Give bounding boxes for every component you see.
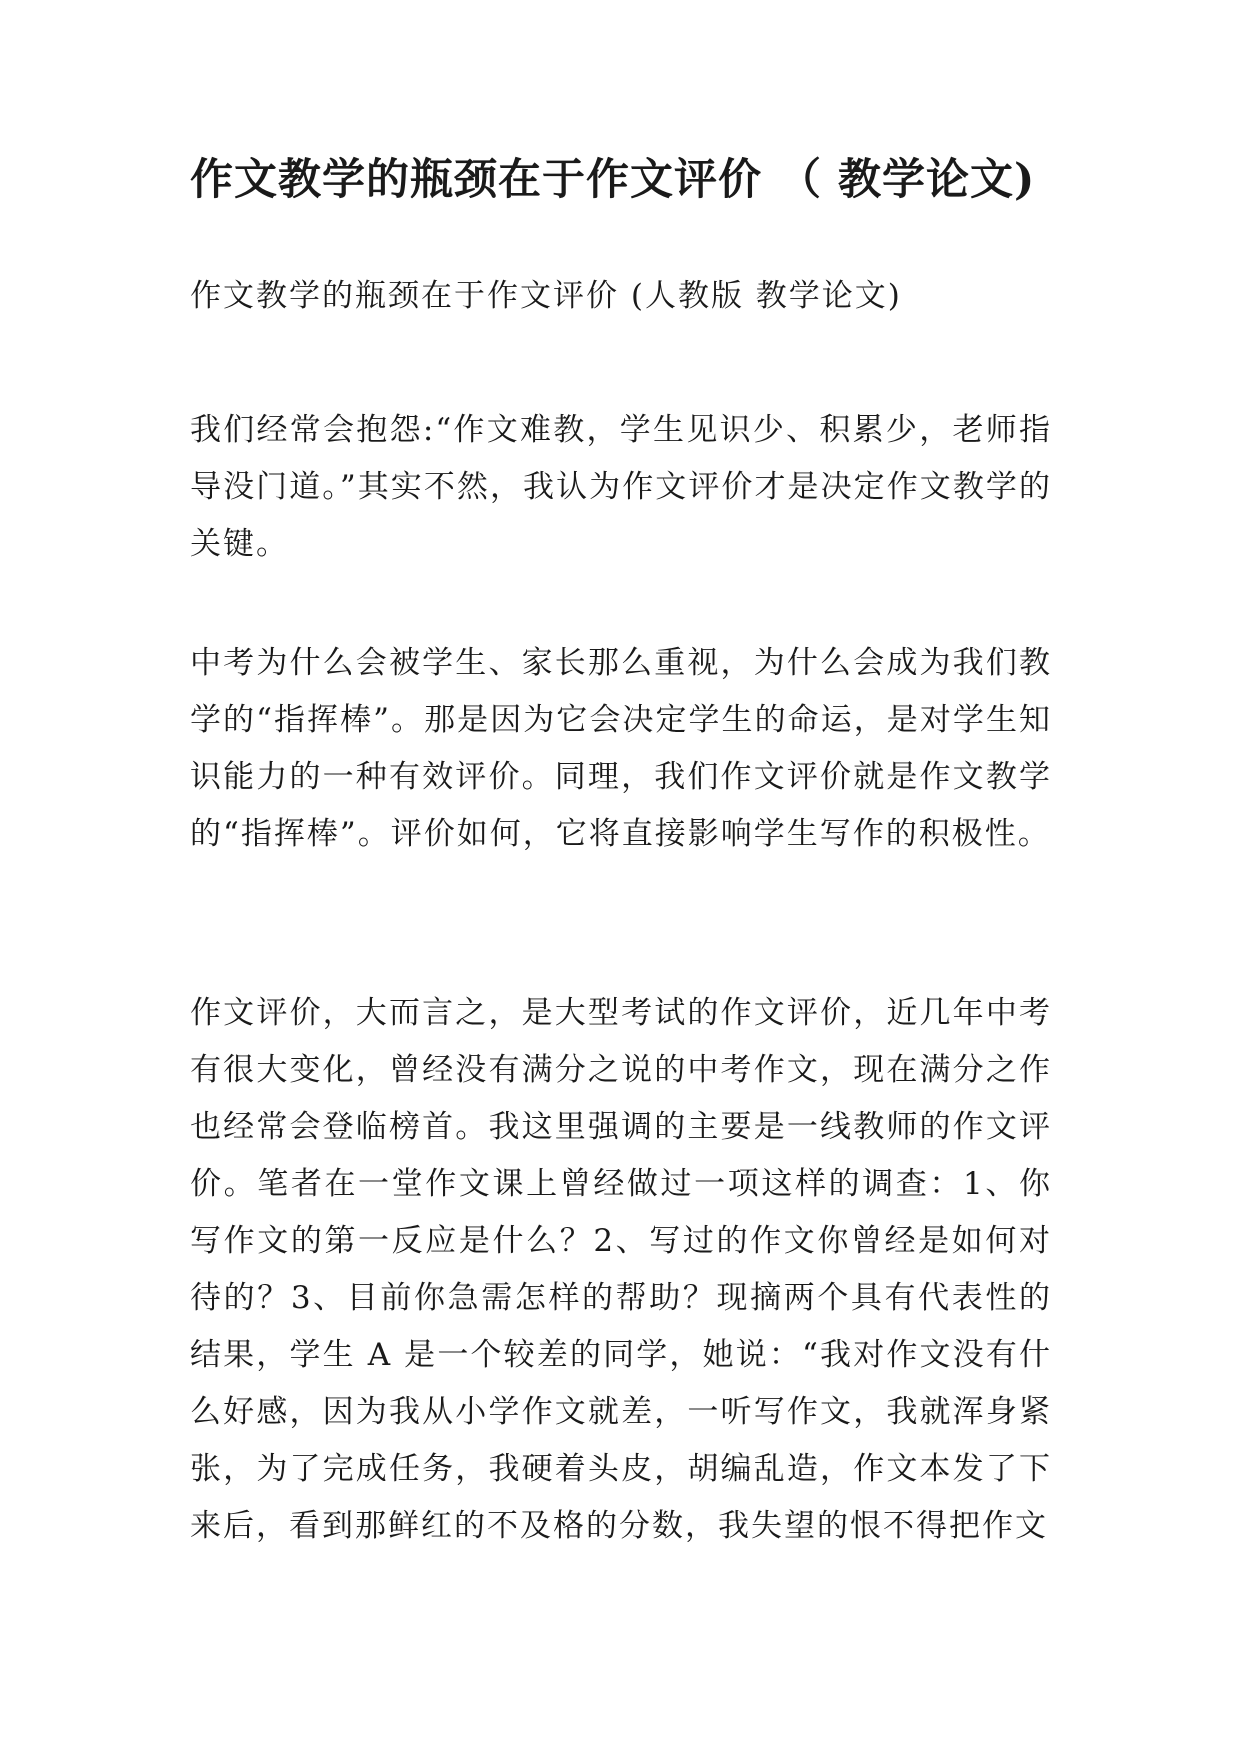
paragraph-2: 中考为什么会被学生、家长那么重视，为什么会成为我们教学的“指挥棒”。那是因为它会决定学生的命运，是对学生知识能力的一种有效评价。同理，我们作文评价就是作文教学的“指挥棒”。评价如何，它将直接影响学生写作的积极性。 <box>190 645 1052 852</box>
document-title: 作文教学的瓶颈在于作文评价 （ 教学论文) <box>190 155 1036 205</box>
paragraph-1: 我们经常会抱怨:“作文难教，学生见识少、积累少，老师指导没门道。”其实不然，我认为作文评价才是决定作文教学的关键。 <box>190 412 1052 562</box>
paragraph-3: 作文评价，大而言之，是大型考试的作文评价，近几年中考有很大变化，曾经没有满分之说的中考作文，现在满分之作也经常会登临榜首。我这里强调的主要是一线教师的作文评价。笔者在一堂作文课上曾经做过一项这样的调查：1、你写作文的第一反应是什么？2、写过的作文你曾经是如何对待的？3、目前你急需怎样的帮助？现摘两个具有代表性的结果，学生 A 是一个较差的同学，她说：“我对作文没有什么好感，因为我从小学作文就差，一听写作文，我就浑身紧张，为了完成任务，我硬着头皮，胡编乱造，作文本发了下来后，看到那鲜红的不及格的分数，我失望的恨不得把作文 <box>190 995 1052 1544</box>
document-subtitle: 作文教学的瓶颈在于作文评价 (人教版 教学论文) <box>190 278 902 314</box>
